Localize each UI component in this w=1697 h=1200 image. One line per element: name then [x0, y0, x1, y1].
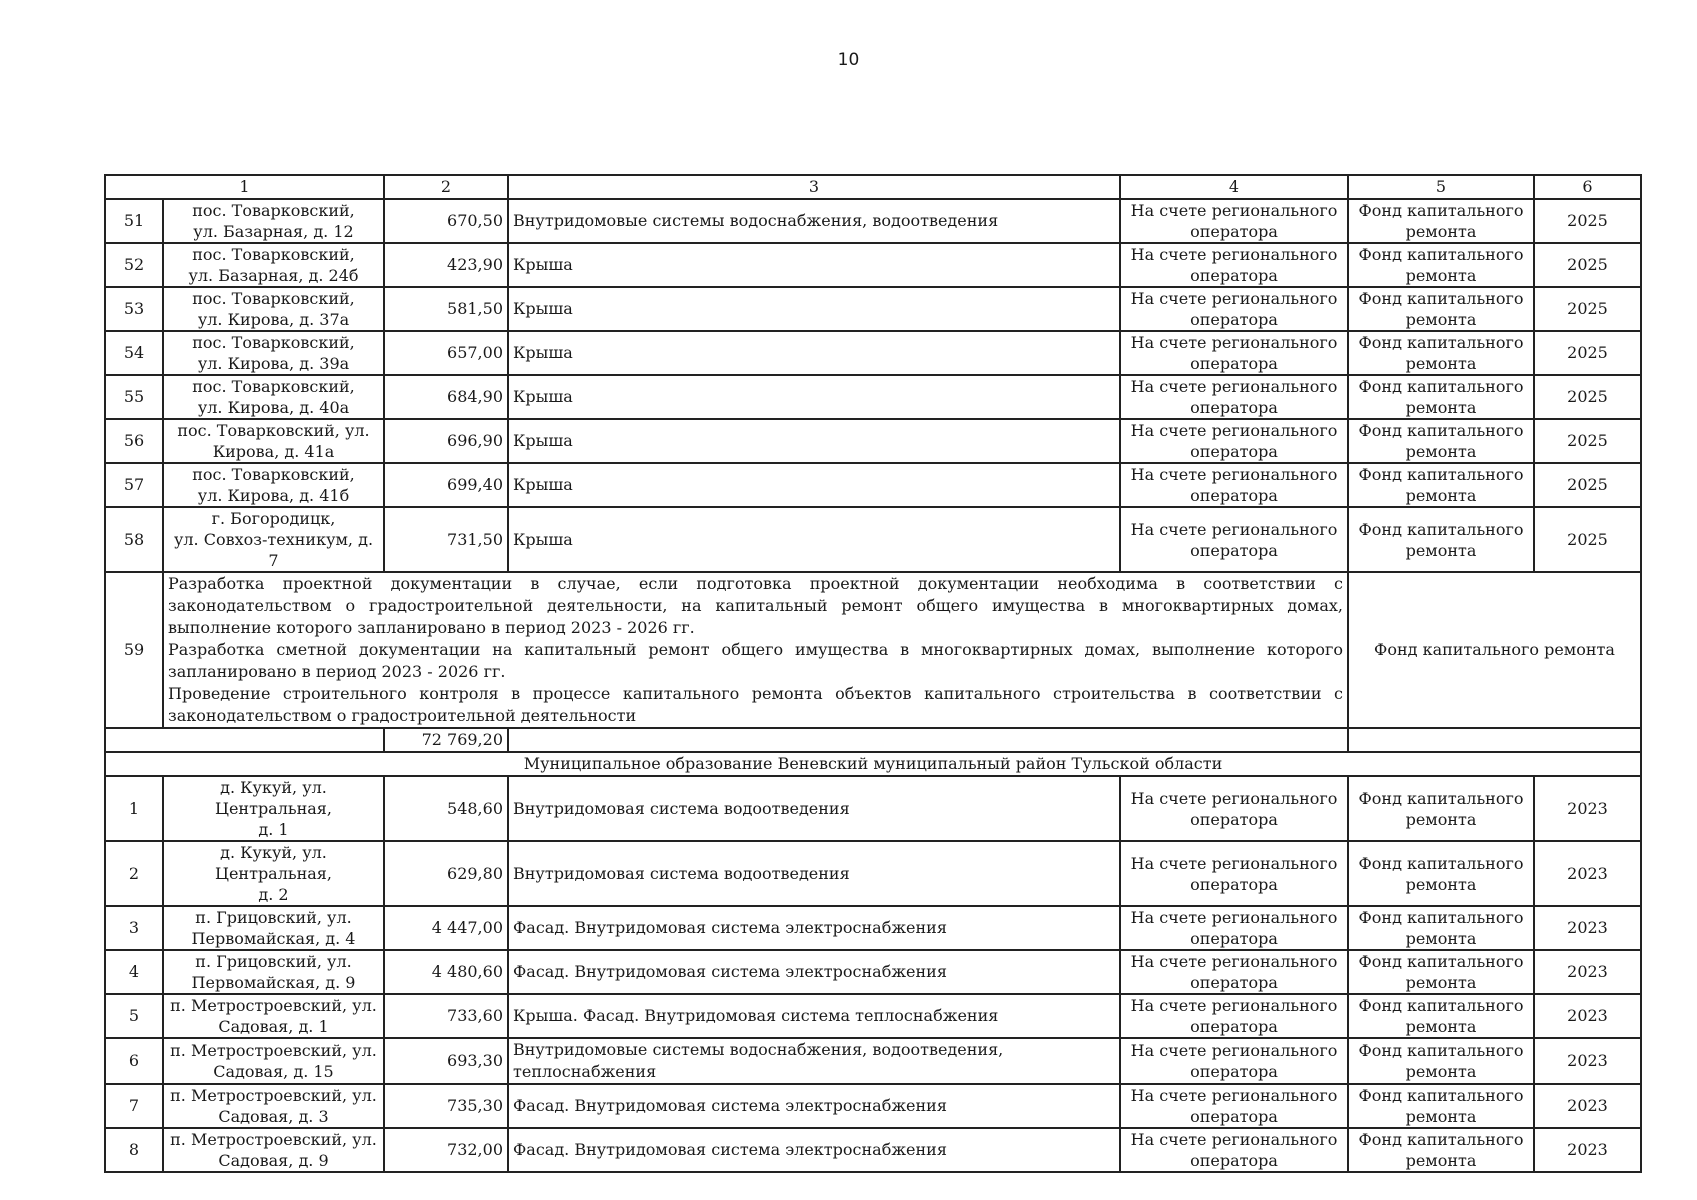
section-row [105, 752, 1641, 776]
status-line: оператора [1190, 266, 1278, 285]
status-line: оператора [1190, 1062, 1278, 1081]
funding-source-cell [1348, 375, 1534, 419]
row-number: 54 [105, 331, 163, 375]
work-type-cell: Крыша [508, 507, 1120, 572]
address-cell [163, 463, 384, 507]
cost-cell: 581,50 [384, 287, 508, 331]
account-status-cell [1120, 287, 1348, 331]
year-cell: 2023 [1534, 994, 1641, 1038]
status-line: На счете регионального [1130, 908, 1338, 927]
work-type-cell: Крыша [508, 243, 1120, 287]
status-line: оператора [1190, 874, 1278, 894]
fund-line: Фонд капитального [1358, 908, 1524, 927]
account-status-cell [1120, 1128, 1348, 1172]
work-type-cell: Крыша [508, 375, 1120, 419]
address-line: п. Грицовский, ул. [195, 952, 352, 971]
address-line: п. Метростроевский, ул. [170, 1130, 377, 1149]
cost-cell: 548,60 [384, 776, 508, 841]
address-line: ул. Кирова, д. 39а [197, 354, 350, 373]
year-cell: 2023 [1534, 950, 1641, 994]
address-line: д. 1 [258, 820, 289, 839]
address-line: Садовая, д. 9 [218, 1151, 329, 1170]
status-line: На счете регионального [1130, 853, 1338, 873]
column-header-row [105, 175, 1641, 199]
account-status-cell [1120, 243, 1348, 287]
funding-source-cell [1348, 906, 1534, 950]
status-line: оператора [1190, 442, 1278, 461]
funding-source-cell [1348, 1038, 1534, 1084]
work-type-cell: Крыша [508, 287, 1120, 331]
status-line: оператора [1190, 222, 1278, 241]
status-line: На счете регионального [1130, 377, 1338, 396]
account-status-cell [1120, 841, 1348, 906]
status-line: оператора [1190, 540, 1278, 560]
work-type-cell: Фасад. Внутридомовая система электроснабжения [508, 1128, 1120, 1172]
table-row [105, 906, 1641, 950]
fund-line: Фонд капитального [1358, 377, 1524, 396]
fund-line: Фонд капитального [1358, 952, 1524, 971]
column-header: 2 [384, 175, 508, 199]
status-line: оператора [1190, 1151, 1278, 1170]
address-line: пос. Товарковский, ул. [177, 421, 370, 440]
total-cost: 72 769,20 [384, 728, 508, 752]
fund-line: ремонта [1405, 398, 1477, 417]
table-row [105, 463, 1641, 507]
address-line: пос. Товарковский, [192, 465, 355, 484]
table-row [105, 507, 1641, 572]
fund-line: ремонта [1405, 1062, 1477, 1081]
address-cell [163, 507, 384, 572]
address-cell [163, 1084, 384, 1128]
address-line: Садовая, д. 15 [213, 1062, 334, 1081]
table-row [105, 1128, 1641, 1172]
fund-line: ремонта [1405, 540, 1477, 560]
status-line: оператора [1190, 486, 1278, 505]
column-header: 4 [1120, 175, 1348, 199]
status-line: На счете регионального [1130, 952, 1338, 971]
address-line: д. Кукуй, ул. Центральная, [215, 843, 332, 883]
year-cell: 2023 [1534, 1084, 1641, 1128]
fund-line: Фонд капитального [1358, 1041, 1524, 1060]
work-type-cell: Крыша [508, 331, 1120, 375]
work-type-cell: Крыша [508, 419, 1120, 463]
cost-cell: 423,90 [384, 243, 508, 287]
year-cell: 2025 [1534, 199, 1641, 243]
fund-line: Фонд капитального [1358, 853, 1524, 873]
account-status-cell [1120, 950, 1348, 994]
status-line: На счете регионального [1130, 465, 1338, 484]
fund-line: Фонд капитального [1358, 1130, 1524, 1149]
address-line: пос. Товарковский, [192, 201, 355, 220]
address-cell [163, 199, 384, 243]
address-cell [163, 419, 384, 463]
description-paragraph: Разработка проектной документации в случае, если подготовка проектной документации необходима в соответствии с законодательством о градостроительной деятельности, на капитальный ремонт общего имущества в многоквартирных домах, выполнение которого запланировано в период 2023 - 2026 гг. [168, 574, 1343, 637]
address-line: п. Грицовский, ул. [195, 908, 352, 927]
address-line: ул. Базарная, д. 12 [193, 222, 354, 241]
fund-line: ремонта [1405, 486, 1477, 505]
fund-line: Фонд капитального [1358, 421, 1524, 440]
status-line: На счете регионального [1130, 996, 1338, 1015]
cost-cell: 684,90 [384, 375, 508, 419]
year-cell: 2025 [1534, 331, 1641, 375]
status-line: На счете регионального [1130, 421, 1338, 440]
status-line: оператора [1190, 1017, 1278, 1036]
fund-line: Фонд капитального [1358, 201, 1524, 220]
empty-cell [1348, 728, 1641, 752]
funding-source-cell [1348, 1128, 1534, 1172]
table-row [105, 375, 1641, 419]
cost-cell: 699,40 [384, 463, 508, 507]
work-description-cell [163, 572, 1348, 728]
cost-cell: 696,90 [384, 419, 508, 463]
row-number: 58 [105, 507, 163, 572]
section-title: Муниципальное образование Веневский муниципальный район Тульской области [105, 752, 1641, 776]
year-cell: 2025 [1534, 287, 1641, 331]
status-line: На счете регионального [1130, 1130, 1338, 1149]
row-number: 8 [105, 1128, 163, 1172]
account-status-cell [1120, 199, 1348, 243]
row-number: 53 [105, 287, 163, 331]
address-cell [163, 906, 384, 950]
cost-cell: 670,50 [384, 199, 508, 243]
funding-source-cell [1348, 243, 1534, 287]
funding-source-cell [1348, 841, 1534, 906]
table-row [105, 243, 1641, 287]
fund-line: Фонд капитального [1358, 1086, 1524, 1105]
account-status-cell [1120, 507, 1348, 572]
row-number: 52 [105, 243, 163, 287]
table-row [105, 776, 1641, 841]
funding-source-cell [1348, 1084, 1534, 1128]
address-line: пос. Товарковский, [192, 289, 355, 308]
address-line: пос. Товарковский, [192, 245, 355, 264]
funding-source-cell [1348, 331, 1534, 375]
fund-line: Фонд капитального [1358, 333, 1524, 352]
total-label-cell [105, 728, 384, 752]
fund-line: ремонта [1405, 442, 1477, 461]
address-cell [163, 243, 384, 287]
cost-cell: 4 480,60 [384, 950, 508, 994]
fund-line: ремонта [1405, 354, 1477, 373]
work-type-cell: Крыша [508, 463, 1120, 507]
fund-line: ремонта [1405, 929, 1477, 948]
address-cell [163, 287, 384, 331]
funding-source-cell [1348, 419, 1534, 463]
work-type-cell: Внутридомовые системы водоснабжения, водоотведения [508, 199, 1120, 243]
cost-cell: 732,00 [384, 1128, 508, 1172]
address-cell [163, 841, 384, 906]
address-cell [163, 1038, 384, 1084]
address-line: г. Богородицк, [211, 509, 336, 528]
table-row [105, 1038, 1641, 1084]
fund-line: Фонд капитального [1358, 519, 1524, 539]
fund-line: ремонта [1405, 222, 1477, 241]
address-line: п. Метростроевский, ул. [170, 1086, 377, 1105]
status-line: оператора [1190, 398, 1278, 417]
work-type-cell: Фасад. Внутридомовая система электроснабжения [508, 906, 1120, 950]
year-cell: 2023 [1534, 1128, 1641, 1172]
fund-line: Фонд капитального [1358, 465, 1524, 484]
status-line: оператора [1190, 354, 1278, 373]
address-line: пос. Товарковский, [192, 333, 355, 352]
address-line: п. Метростроевский, ул. [170, 996, 377, 1015]
funding-source-cell [1348, 950, 1534, 994]
column-header: 1 [105, 175, 384, 199]
cost-cell: 733,60 [384, 994, 508, 1038]
status-line: На счете регионального [1130, 1086, 1338, 1105]
year-cell: 2025 [1534, 375, 1641, 419]
account-status-cell [1120, 1038, 1348, 1084]
fund-line: ремонта [1405, 1017, 1477, 1036]
fund-line: ремонта [1405, 874, 1477, 894]
address-cell [163, 950, 384, 994]
address-cell [163, 776, 384, 841]
funding-source-cell: Фонд капитального ремонта [1348, 572, 1641, 728]
fund-line: Фонд капитального [1358, 289, 1524, 308]
row-number: 4 [105, 950, 163, 994]
column-header: 5 [1348, 175, 1534, 199]
address-cell [163, 375, 384, 419]
address-line: ул. Кирова, д. 41б [197, 486, 350, 505]
status-line: На счете регионального [1130, 289, 1338, 308]
table-row [105, 994, 1641, 1038]
account-status-cell [1120, 776, 1348, 841]
work-type-cell: Крыша. Фасад. Внутридомовая система теплоснабжения [508, 994, 1120, 1038]
table-row [105, 287, 1641, 331]
account-status-cell [1120, 1084, 1348, 1128]
column-header: 6 [1534, 175, 1641, 199]
year-cell: 2023 [1534, 1038, 1641, 1084]
fund-line: Фонд капитального [1358, 245, 1524, 264]
funding-source-cell [1348, 776, 1534, 841]
account-status-cell [1120, 419, 1348, 463]
cost-cell: 657,00 [384, 331, 508, 375]
row-number: 56 [105, 419, 163, 463]
address-line: Садовая, д. 3 [218, 1107, 329, 1126]
status-line: На счете регионального [1130, 519, 1338, 539]
account-status-cell [1120, 994, 1348, 1038]
address-line: Первомайская, д. 4 [191, 929, 356, 948]
fund-line: ремонта [1405, 973, 1477, 992]
year-cell: 2025 [1534, 243, 1641, 287]
row-number: 57 [105, 463, 163, 507]
year-cell: 2025 [1534, 507, 1641, 572]
year-cell: 2025 [1534, 463, 1641, 507]
work-type-cell: Фасад. Внутридомовая система электроснабжения [508, 1084, 1120, 1128]
address-cell [163, 331, 384, 375]
funding-source-cell [1348, 199, 1534, 243]
status-line: На счете регионального [1130, 1041, 1338, 1060]
description-paragraph: Разработка сметной документации на капитальный ремонт общего имущества в многоквартирных домах, выполнение которого запланировано в период 2023 - 2026 гг. [168, 640, 1343, 681]
row-number: 6 [105, 1038, 163, 1084]
row-number: 3 [105, 906, 163, 950]
address-line: Садовая, д. 1 [218, 1017, 329, 1036]
work-type-cell: Внутридомовая система водоотведения [508, 841, 1120, 906]
fund-line: Фонд капитального [1358, 996, 1524, 1015]
column-header: 3 [508, 175, 1120, 199]
work-type-cell: Внутридомовые системы водоснабжения, водоотведения, теплоснабжения [508, 1038, 1120, 1084]
fund-line: ремонта [1405, 1107, 1477, 1126]
table-row [105, 950, 1641, 994]
fund-line: ремонта [1405, 1151, 1477, 1170]
status-line: оператора [1190, 310, 1278, 329]
account-status-cell [1120, 331, 1348, 375]
status-line: На счете регионального [1130, 788, 1338, 808]
address-line: ул. Базарная, д. 24б [188, 266, 359, 285]
table-row [105, 841, 1641, 906]
address-line: Первомайская, д. 9 [191, 973, 356, 992]
cost-cell: 731,50 [384, 507, 508, 572]
total-row [105, 728, 1641, 752]
description-paragraph: Проведение строительного контроля в процессе капитального ремонта объектов капитального строительства в соответствии с законодательством о градостроительной деятельности [168, 684, 1343, 725]
address-cell [163, 994, 384, 1038]
address-line: ул. Кирова, д. 37а [197, 310, 350, 329]
row-number: 59 [105, 572, 163, 728]
row-number: 2 [105, 841, 163, 906]
address-line: д. 2 [258, 885, 289, 904]
row-number: 7 [105, 1084, 163, 1128]
fund-line: ремонта [1405, 266, 1477, 285]
year-cell: 2023 [1534, 776, 1641, 841]
cost-cell: 735,30 [384, 1084, 508, 1128]
table-row [105, 331, 1641, 375]
cost-cell: 4 447,00 [384, 906, 508, 950]
cost-cell: 629,80 [384, 841, 508, 906]
address-cell [163, 1128, 384, 1172]
status-line: На счете регионального [1130, 201, 1338, 220]
work-type-cell: Фасад. Внутридомовая система электроснабжения [508, 950, 1120, 994]
address-line: ул. Совхоз-техникум, д. 7 [173, 530, 374, 570]
row-number: 55 [105, 375, 163, 419]
funding-source-cell [1348, 287, 1534, 331]
funding-source-cell [1348, 507, 1534, 572]
row-number: 1 [105, 776, 163, 841]
status-line: На счете регионального [1130, 245, 1338, 264]
table-row [105, 1084, 1641, 1128]
status-line: оператора [1190, 809, 1278, 829]
empty-cell [508, 728, 1348, 752]
table-row [105, 199, 1641, 243]
address-line: пос. Товарковский, [192, 377, 355, 396]
status-line: оператора [1190, 929, 1278, 948]
cost-cell: 693,30 [384, 1038, 508, 1084]
year-cell: 2023 [1534, 841, 1641, 906]
address-line: п. Метростроевский, ул. [170, 1041, 377, 1060]
address-line: д. Кукуй, ул. Центральная, [215, 778, 332, 818]
fund-line: ремонта [1405, 310, 1477, 329]
table-row [105, 419, 1641, 463]
status-line: На счете регионального [1130, 333, 1338, 352]
status-line: оператора [1190, 1107, 1278, 1126]
work-type-cell: Внутридомовая система водоотведения [508, 776, 1120, 841]
year-cell: 2023 [1534, 906, 1641, 950]
account-status-cell [1120, 375, 1348, 419]
row-number: 51 [105, 199, 163, 243]
page-number: 10 [837, 50, 860, 70]
row-number: 5 [105, 994, 163, 1038]
table-row-59 [105, 572, 1641, 728]
status-line: оператора [1190, 973, 1278, 992]
fund-line: ремонта [1405, 809, 1477, 829]
address-line: ул. Кирова, д. 40а [197, 398, 350, 417]
fund-line: Фонд капитального [1358, 788, 1524, 808]
address-line: Кирова, д. 41а [212, 442, 335, 461]
funding-source-cell [1348, 463, 1534, 507]
funding-source-cell [1348, 994, 1534, 1038]
account-status-cell [1120, 463, 1348, 507]
repair-plan-table [104, 174, 1642, 1173]
year-cell: 2025 [1534, 419, 1641, 463]
account-status-cell [1120, 906, 1348, 950]
